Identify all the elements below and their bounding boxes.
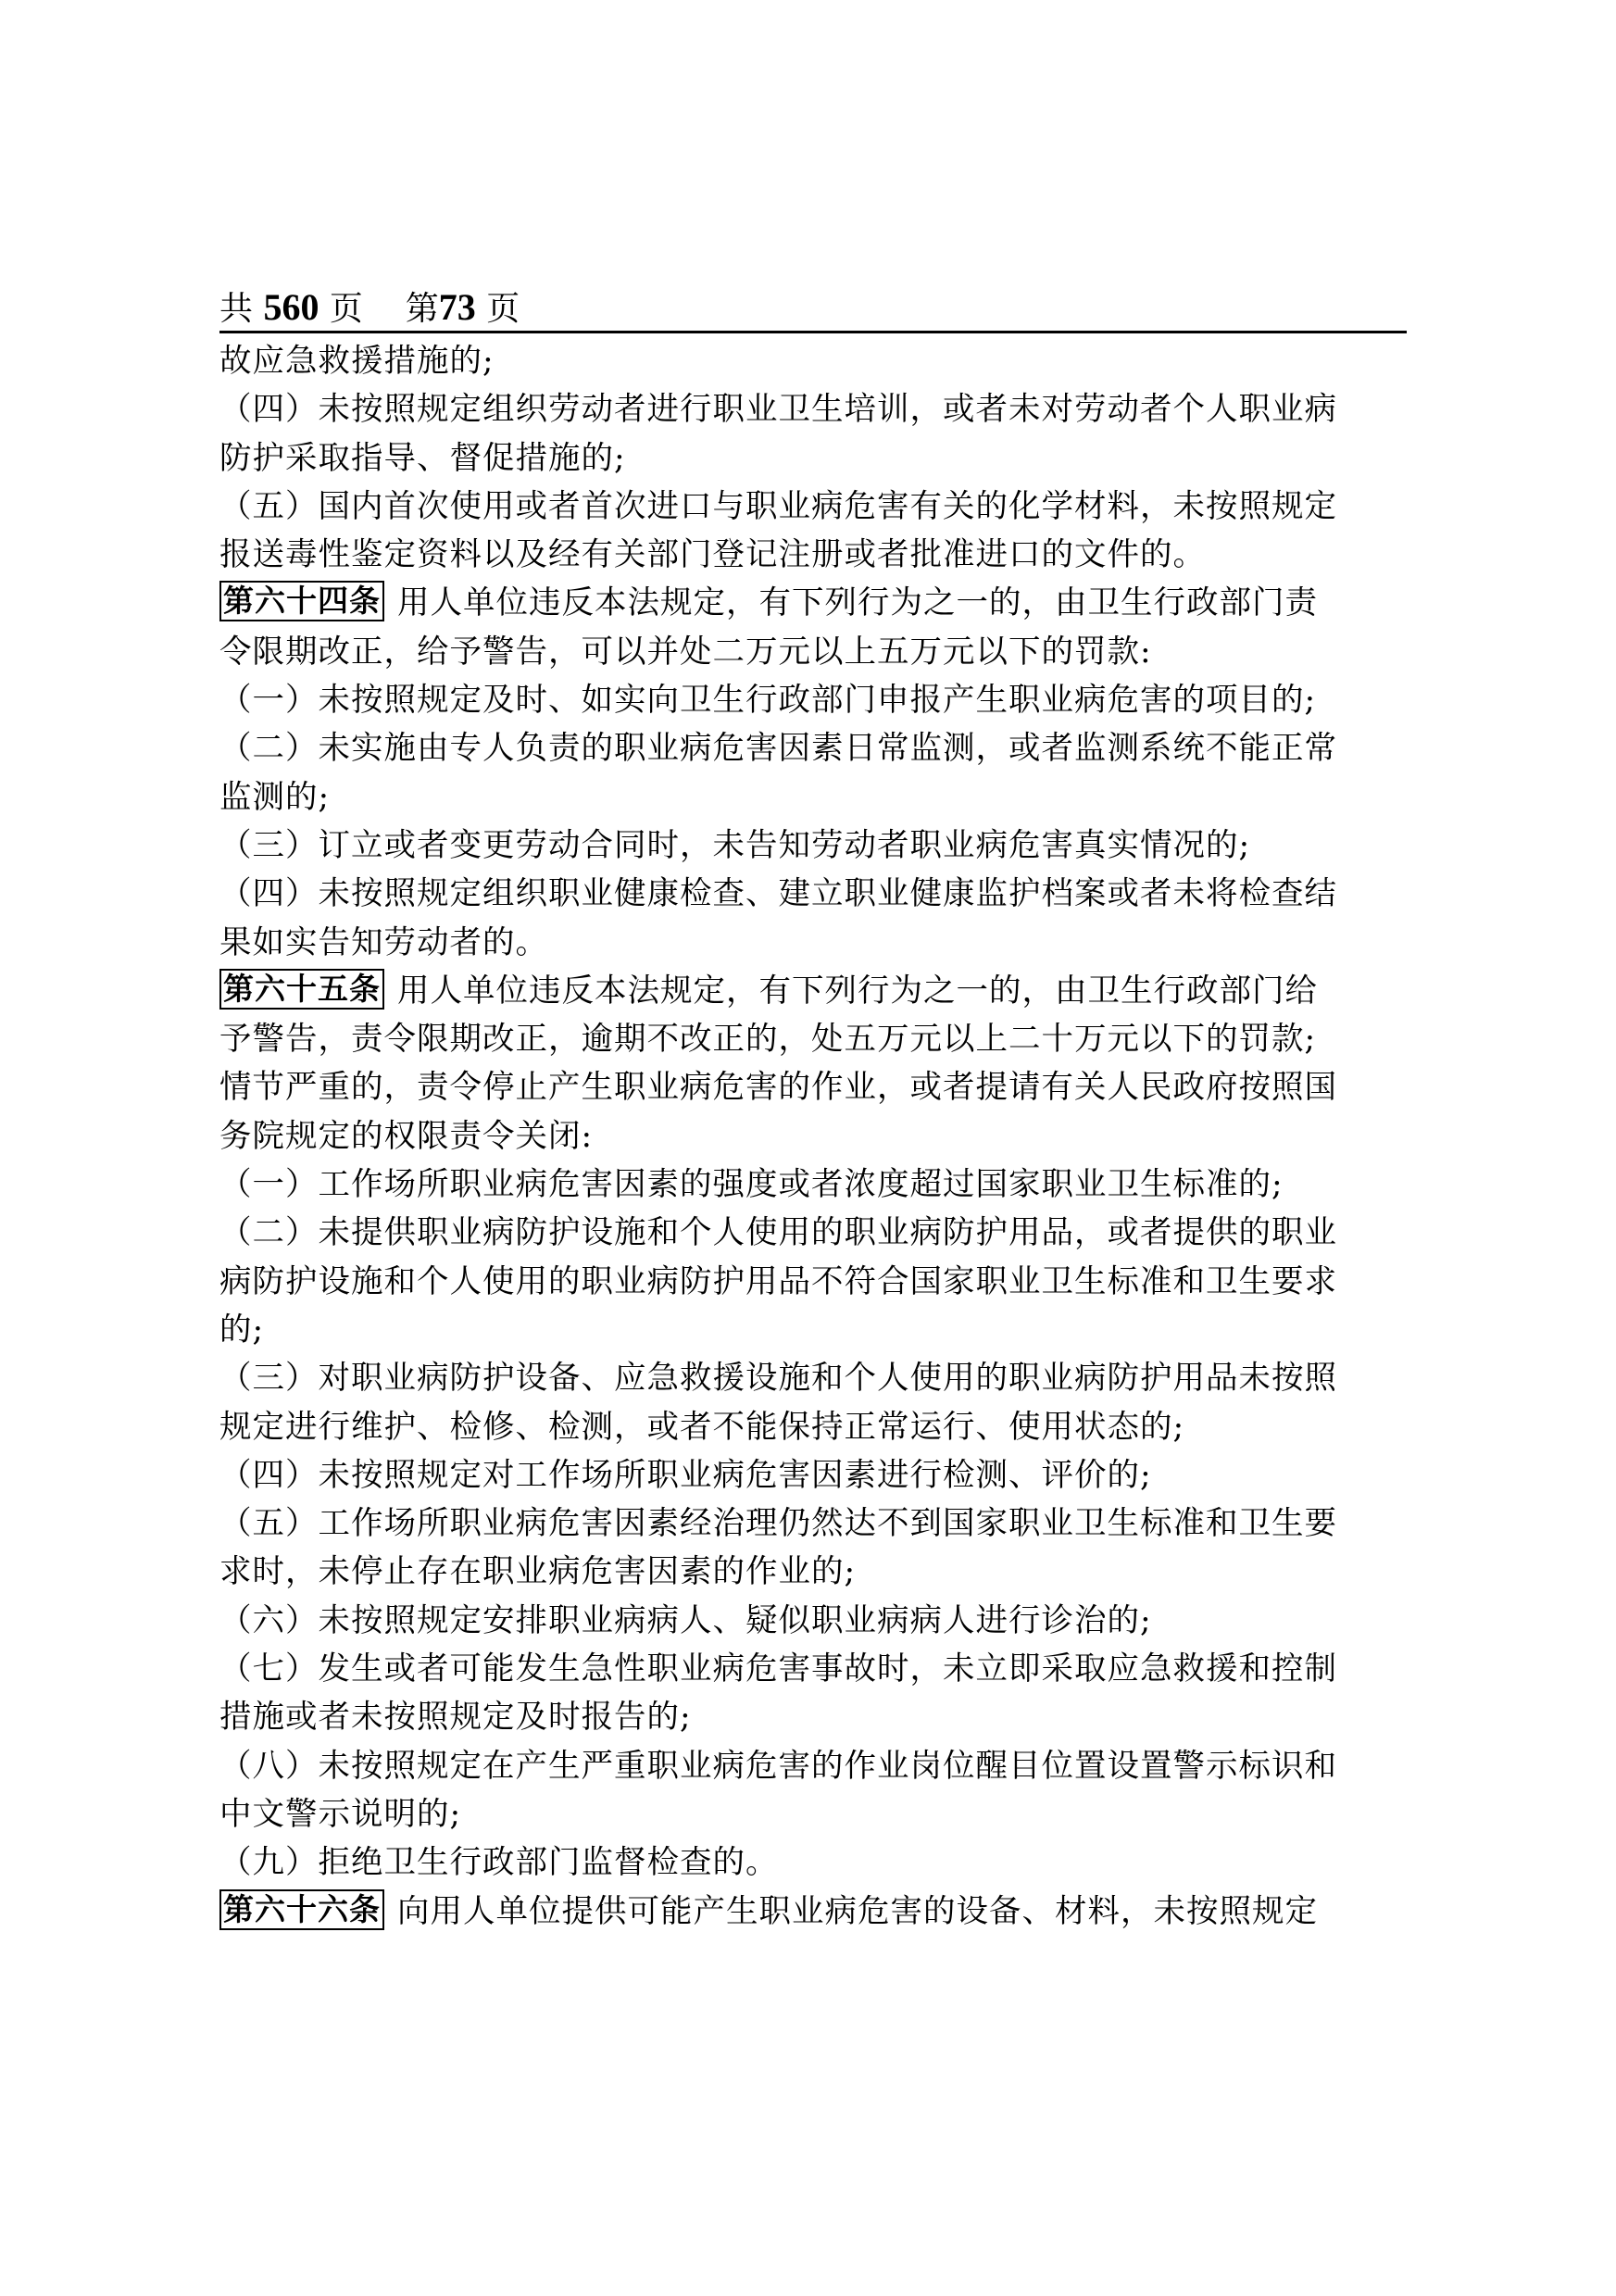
- text-line: [219, 1790, 1407, 1838]
- text-line: [219, 919, 1407, 967]
- line-text: 中文警示说明的;: [219, 1795, 462, 1833]
- text-line: [219, 483, 1407, 531]
- total-pages: 560: [263, 286, 319, 328]
- line-text: （八）未按照规定在产生严重职业病危害的作业岗位醒目位置设置警示标识和: [219, 1747, 1337, 1785]
- text-line: [219, 1015, 1407, 1063]
- line-text: （七）发生或者可能发生急性职业病危害事故时，未立即采取应急救援和控制: [219, 1650, 1337, 1688]
- text-line: [219, 1645, 1407, 1693]
- text-line: [219, 1403, 1407, 1451]
- text-line: [219, 1693, 1407, 1741]
- line-text: （五）工作场所职业病危害因素经治理仍然达不到国家职业卫生标准和卫生要: [219, 1505, 1337, 1543]
- line-text: 求时，未停止存在职业病危害因素的作业的;: [219, 1553, 857, 1591]
- text-line: [219, 773, 1407, 822]
- line-text: （三）对职业病防护设备、应急救援设施和个人使用的职业病防护用品未按照: [219, 1360, 1337, 1398]
- line-text: （四）未按照规定对工作场所职业病危害因素进行检测、评价的;: [219, 1456, 1152, 1494]
- text-line: [219, 1063, 1407, 1111]
- line-text: 务院规定的权限责令关闭:: [219, 1117, 594, 1155]
- line-text: （九）拒绝卫生行政部门监督检查的。: [219, 1844, 779, 1882]
- text-line: [219, 1209, 1407, 1257]
- text-line: [219, 531, 1407, 579]
- text-line: [219, 1451, 1407, 1499]
- text-line: [219, 1499, 1407, 1548]
- current-prefix: 第: [405, 290, 439, 328]
- line-text: 果如实告知劳动者的。: [219, 923, 548, 961]
- line-text: 情节严重的，责令停止产生职业病危害的作业，或者提请有关人民政府按照国: [219, 1069, 1337, 1107]
- line-text: 措施或者未按照规定及时报告的;: [219, 1699, 692, 1737]
- text-line: [219, 1161, 1407, 1209]
- line-text: 令限期改正，给予警告，可以并处二万元以上五万元以下的罚款:: [219, 633, 1152, 671]
- total-suffix: 页: [329, 290, 363, 328]
- line-text: （六）未按照规定安排职业病病人、疑似职业病病人进行诊治的;: [219, 1601, 1152, 1639]
- line-text: （一）未按照规定及时、如实向卫生行政部门申报产生职业病危害的项目的;: [219, 682, 1317, 720]
- line-text: 报送毒性鉴定资料以及经有关部门登记注册或者批准进口的文件的。: [219, 536, 1206, 574]
- line-text: （四）未按照规定组织职业健康检查、建立职业健康监护档案或者未将检查结: [219, 875, 1337, 913]
- text-line: [219, 870, 1407, 918]
- text-line: [219, 1112, 1407, 1161]
- line-text: （三）订立或者变更劳动合同时，未告知劳动者职业病危害真实情况的;: [219, 826, 1251, 864]
- article-line: [219, 579, 1407, 627]
- text-line: [219, 385, 1407, 433]
- text-line: [219, 1354, 1407, 1402]
- text-line: [219, 337, 1407, 385]
- line-text: 防护采取指导、督促措施的;: [219, 439, 626, 477]
- line-text: （二）未实施由专人负责的职业病危害因素日常监测，或者监测系统不能正常: [219, 730, 1337, 768]
- text-line: [219, 1548, 1407, 1596]
- document-body: [219, 337, 1407, 1936]
- text-line: [219, 676, 1407, 724]
- line-text: 规定进行维护、检修、检测，或者不能保持正常运行、使用状态的;: [219, 1408, 1185, 1446]
- current-suffix: 页: [486, 290, 520, 328]
- article-line: [219, 1888, 1407, 1936]
- line-text: （二）未提供职业病防护设施和个人使用的职业病防护用品，或者提供的职业: [219, 1214, 1337, 1252]
- text-line: [219, 628, 1407, 676]
- text-line: [219, 822, 1407, 870]
- line-text: （四）未按照规定组织劳动者进行职业卫生培训，或者未对劳动者个人职业病: [219, 391, 1337, 429]
- text-line: [219, 1597, 1407, 1645]
- total-prefix: 共: [219, 290, 254, 328]
- line-text: 用人单位违反本法规定，有下列行为之一的，由卫生行政部门责: [397, 584, 1318, 622]
- text-line: [219, 434, 1407, 483]
- line-text: （一）工作场所职业病危害因素的强度或者浓度超过国家职业卫生标准的;: [219, 1166, 1284, 1204]
- line-text: 用人单位违反本法规定，有下列行为之一的，由卫生行政部门给: [397, 972, 1318, 1010]
- line-text: （五）国内首次使用或者首次进口与职业病危害有关的化学材料，未按照规定: [219, 487, 1337, 525]
- text-line: [219, 1838, 1407, 1887]
- line-text: 故应急救援措施的;: [219, 343, 495, 380]
- line-text: 病防护设施和个人使用的职业病防护用品不符合国家职业卫生标准和卫生要求: [219, 1262, 1337, 1300]
- page-header: [219, 283, 1405, 332]
- article-line: [219, 967, 1407, 1015]
- article-number: 第六十五条: [219, 969, 384, 1010]
- line-text: 向用人单位提供可能产生职业病危害的设备、材料，未按照规定: [397, 1892, 1318, 1930]
- current-page: 73: [438, 286, 476, 328]
- text-line: [219, 1306, 1407, 1354]
- text-line: [219, 1742, 1407, 1790]
- text-line: [219, 724, 1407, 772]
- article-number: 第六十四条: [219, 581, 384, 621]
- line-text: 予警告，责令限期改正，逾期不改正的，处五万元以上二十万元以下的罚款;: [219, 1021, 1317, 1059]
- header-rule: [219, 331, 1407, 333]
- line-text: 的;: [219, 1311, 265, 1349]
- line-text: 监测的;: [219, 778, 331, 816]
- article-number: 第六十六条: [219, 1889, 384, 1930]
- text-line: [219, 1258, 1407, 1306]
